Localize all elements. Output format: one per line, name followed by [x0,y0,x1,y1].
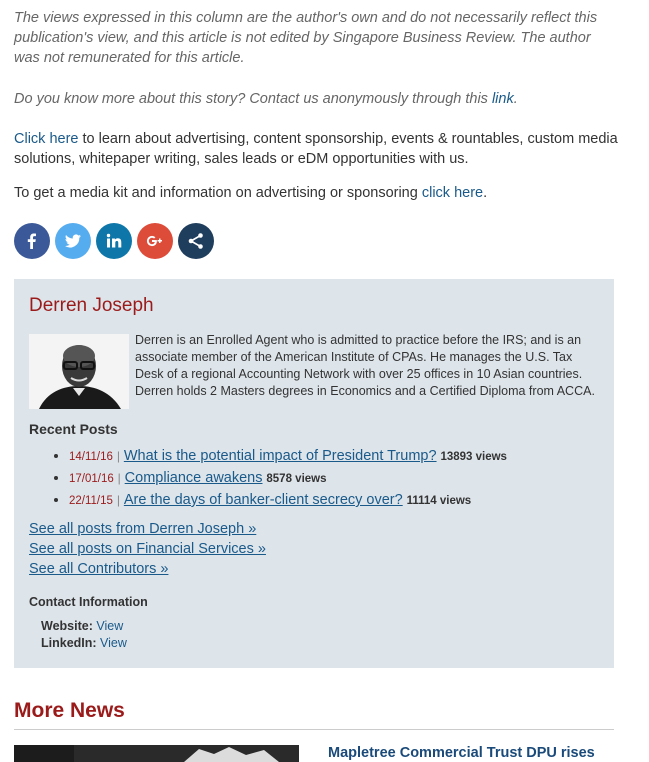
recent-posts-title: Recent Posts [29,421,118,437]
contact-linkedin-row [41,635,127,652]
author-box [14,279,614,668]
see-all-author-posts-link[interactable]: See all posts from Derren Joseph » [29,521,257,537]
twitter-icon[interactable] [55,223,91,259]
facebook-icon[interactable] [14,223,50,259]
media-kit-suffix: . [483,185,488,201]
post-date: 14/11/16 [69,451,113,463]
media-kit-click-here-link[interactable]: click here [421,185,484,201]
see-all-financial-services-link[interactable]: See all posts on Financial Services » [29,541,266,557]
advertising-paragraph [14,129,624,169]
post-link[interactable]: Are the days of banker-client secrecy over? [123,492,403,508]
linkedin-view-link[interactable]: View [100,636,127,650]
disclaimer: The views expressed in this column are the author's own and do not necessarily reflect this publication's view, and this article is not edited by Singapore Business Review. The author was not remunerated for this article. [14,10,598,66]
advertising-click-here-link[interactable]: Click here [14,131,79,147]
post-date: 22/11/15 [69,495,113,507]
post-separator: | [116,493,120,507]
see-all-contributors-link[interactable]: See all Contributors » [29,561,169,577]
list-item [69,467,629,489]
contact-info-title: Contact Information [29,595,148,609]
author-name[interactable]: Derren Joseph [29,295,154,316]
googleplus-icon[interactable] [137,223,173,259]
list-item [69,445,629,467]
divider [14,729,614,730]
more-news-heading: More News [14,699,125,722]
linkedin-icon[interactable] [96,223,132,259]
news-headline-link[interactable]: Mapletree Commercial Trust DPU rises [328,745,595,761]
website-view-link[interactable]: View [96,619,124,633]
contact-prefix: Do you know more about this story? Contact us anonymously through this [14,91,492,107]
post-date: 17/01/16 [69,473,114,485]
post-separator: | [117,471,121,485]
post-separator: | [116,449,120,463]
author-avatar [29,334,129,409]
post-link[interactable]: What is the potential impact of President Trump? [123,448,437,464]
recent-posts-list [29,445,629,511]
post-link[interactable]: Compliance awakens [124,470,263,486]
contact-link[interactable]: link [491,91,514,107]
post-views: 8578 views [266,473,327,485]
advertising-text: to learn about advertising, content sponsorship, events & rountables, custom media solutions, whitepaper writing, sales leads or eDM opportunities with us. [14,131,618,167]
contact-us-line [14,89,624,109]
website-label: Website: [41,619,93,633]
post-views: 11114 views [406,495,472,507]
author-bio: Derren is an Enrolled Agent who is admitted to practice before the IRS; and is an associate member of the American Institute of CPAs. He manages the U.S. Tax Desk of a regional Accounting Network with over 25 offices in 10 Asian countries. Derren holds 2 Masters degrees in Economics and a Certified Diploma from ACCA. [135,333,595,398]
contact-website-row [41,618,123,635]
linkedin-label: LinkedIn: [41,636,97,650]
media-kit-text: To get a media kit and information on advertising or sponsoring [14,185,422,201]
media-kit-paragraph [14,183,624,203]
post-views: 13893 views [440,451,507,463]
news-thumbnail[interactable] [14,745,299,762]
social-share-bar [14,223,214,259]
share-icon[interactable] [178,223,214,259]
list-item [69,489,629,511]
contact-suffix: . [513,91,518,107]
